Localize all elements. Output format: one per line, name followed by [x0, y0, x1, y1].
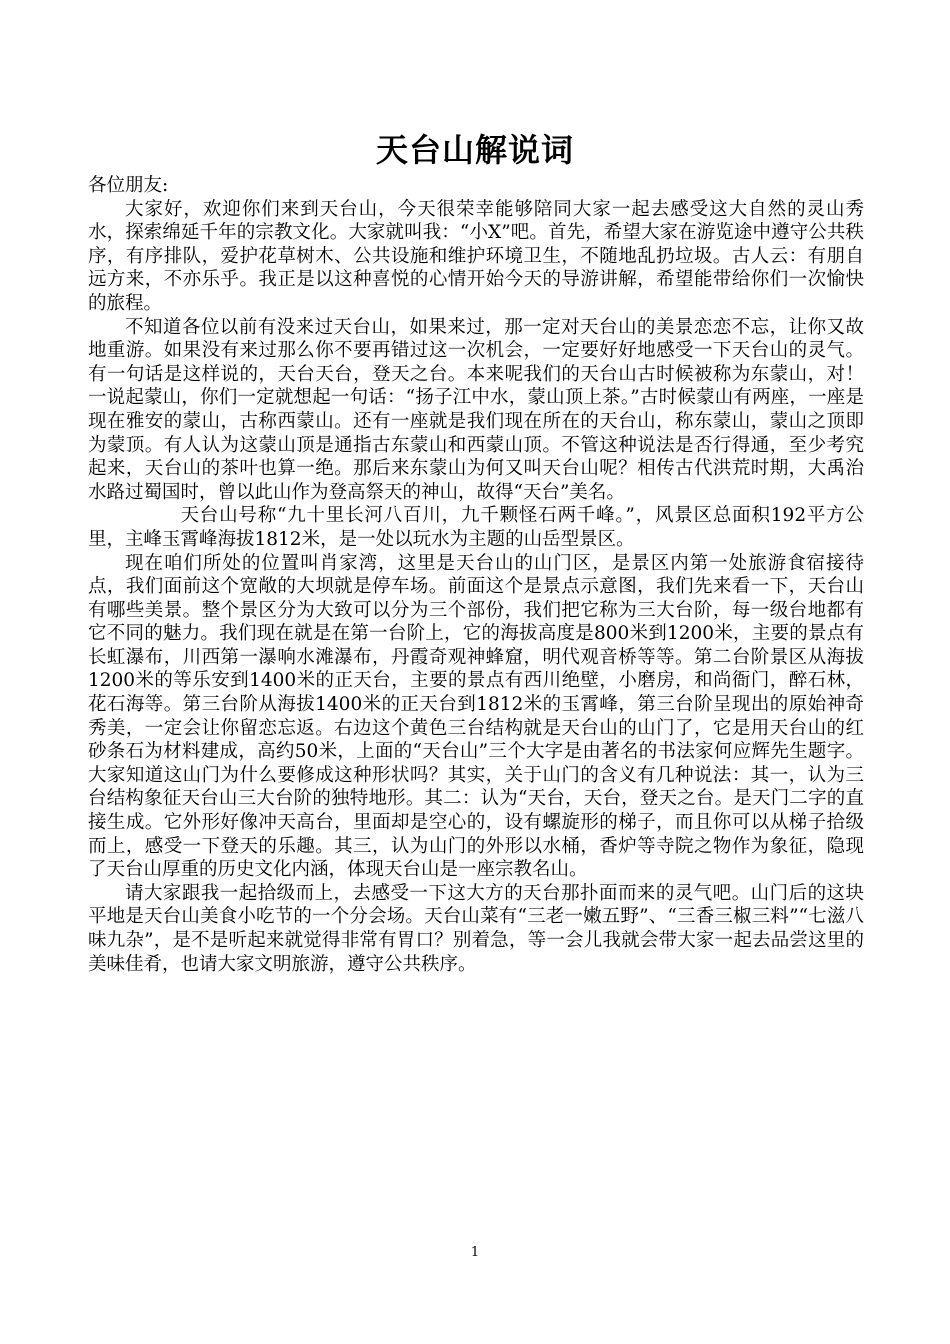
page-number: 1: [470, 1245, 480, 1260]
greeting-line: 各位朋友:: [88, 175, 169, 196]
paragraph-scenic-gate: 现在咱们所处的位置叫肖家湾，这里是天台山的山门区，是景区内第一处旅游食宿接待点，我们面前这个宽敞的大坝就是停车场。前面这个是景点示意图，我们先来看一下，天台山有哪些美景。整个景区分为大致可以分为三个部份，我们把它称为三大台阶，每一级台地都有它不同的魅力。我们现在就是在第一台阶上，它的海拔高度是800米到1200米，主要的景点有长虹瀑布，川西第一瀑响水滩瀑布，丹霞奇观神蜂窟，明代观音桥等等。第二台阶景区从海拔 1200米的等乐安到1400米的正天台，主要的景点有西川绝壁，小磨房，和尚衙门，醉石林，花石海等。第三台阶从海拔1400米的正天台到1812米的玉霄峰，第三台阶呈现出的原始神奇秀美，一定会让你留恋忘返。右边这个黄色三台结构就是天台山的山门了，它是用天台山的红砂条石为材料建成，高约50米，上面的“天台山”三个大字是由著名的书法家何应辉先生题字。大家知道这山门为什么要修成这种形状吗？其实，关于山门的含义有几种说法：其一，认为三台结构象征天台山三大台阶的独特地形。其二：认为“天台，天台，登天之台。是天门二字的直接生成。它外形好像冲天高台，里面却是空心的，设有螺旋形的梯子，而且你可以从梯子拾级而上，感受一下登天的乐趣。其三，认为山门的外形以水桶，香炉等寺院之物作为象征，隐现了天台山厚重的历史文化内涵，体现天台山是一座宗教名山。: [88, 552, 864, 881]
document-body: [88, 174, 864, 976]
page-title: 天台山解说词: [375, 131, 574, 169]
paragraph-welcome: 大家好，欢迎你们来到天台山，今天很荣幸能够陪同大家一起去感受这大自然的灵山秀水，探索绵延千年的宗教文化。大家就叫我：“小X”吧。首先，希望大家在游览途中遵守公共秩序，有序排队，爱护花草树木、公共设施和维护环境卫生，不随地乱扔垃圾。古人云：有朋自远方来，不亦乐乎。我正是以这种喜悦的心情开始今天的导游讲解，希望能带给你们一次愉快的旅程。: [88, 198, 864, 314]
paragraph-overview: 天台山号称“九十里长河八百川，九千颗怪石两千峰。”，风景区总面积192平方公里，主峰玉霄峰海拔1812米，是一处以玩水为主题的山岳型景区。: [88, 505, 864, 550]
paragraph-history: 不知道各位以前有没来过天台山，如果来过，那一定对天台山的美景恋恋不忘，让你又故地重游。如果没有来过那么你不要再错过这一次机会，一定要好好地感受一下天台山的灵气。有一句话是这样说的，天台天台，登天之台。本来呢我们的天台山古时候被称为东蒙山，对！一说起蒙山，你们一定就想起一句话：“扬子江中水，蒙山顶上茶。”古时候蒙山有两座，一座是现在雅安的蒙山，古称西蒙山。还有一座就是我们现在所在的天台山，称东蒙山，蒙山之顶即为蒙顶。有人认为这蒙山顶是通指古东蒙山和西蒙山顶。不管这种说法是否行得通，至少考究起来，天台山的茶叶也算一绝。那后来东蒙山为何又叫天台山呢？相传古代洪荒时期，大禹治水路过蜀国时，曾以此山作为登高祭天的神山，故得“天台”美名。: [88, 316, 864, 503]
paragraph-food: 请大家跟我一起拾级而上，去感受一下这大方的天台那扑面而来的灵气吧。山门后的这块平地是天台山美食小吃节的一个分会场。天台山菜有“三老一嫩五野”、“三香三椒三料”“七滋八味九杂”，是不是听起来就觉得非常有胃口？别着急，等一会儿我就会带大家一起去品尝这里的美味佳肴，也请大家文明旅游，遵守公共秩序。: [88, 882, 864, 975]
